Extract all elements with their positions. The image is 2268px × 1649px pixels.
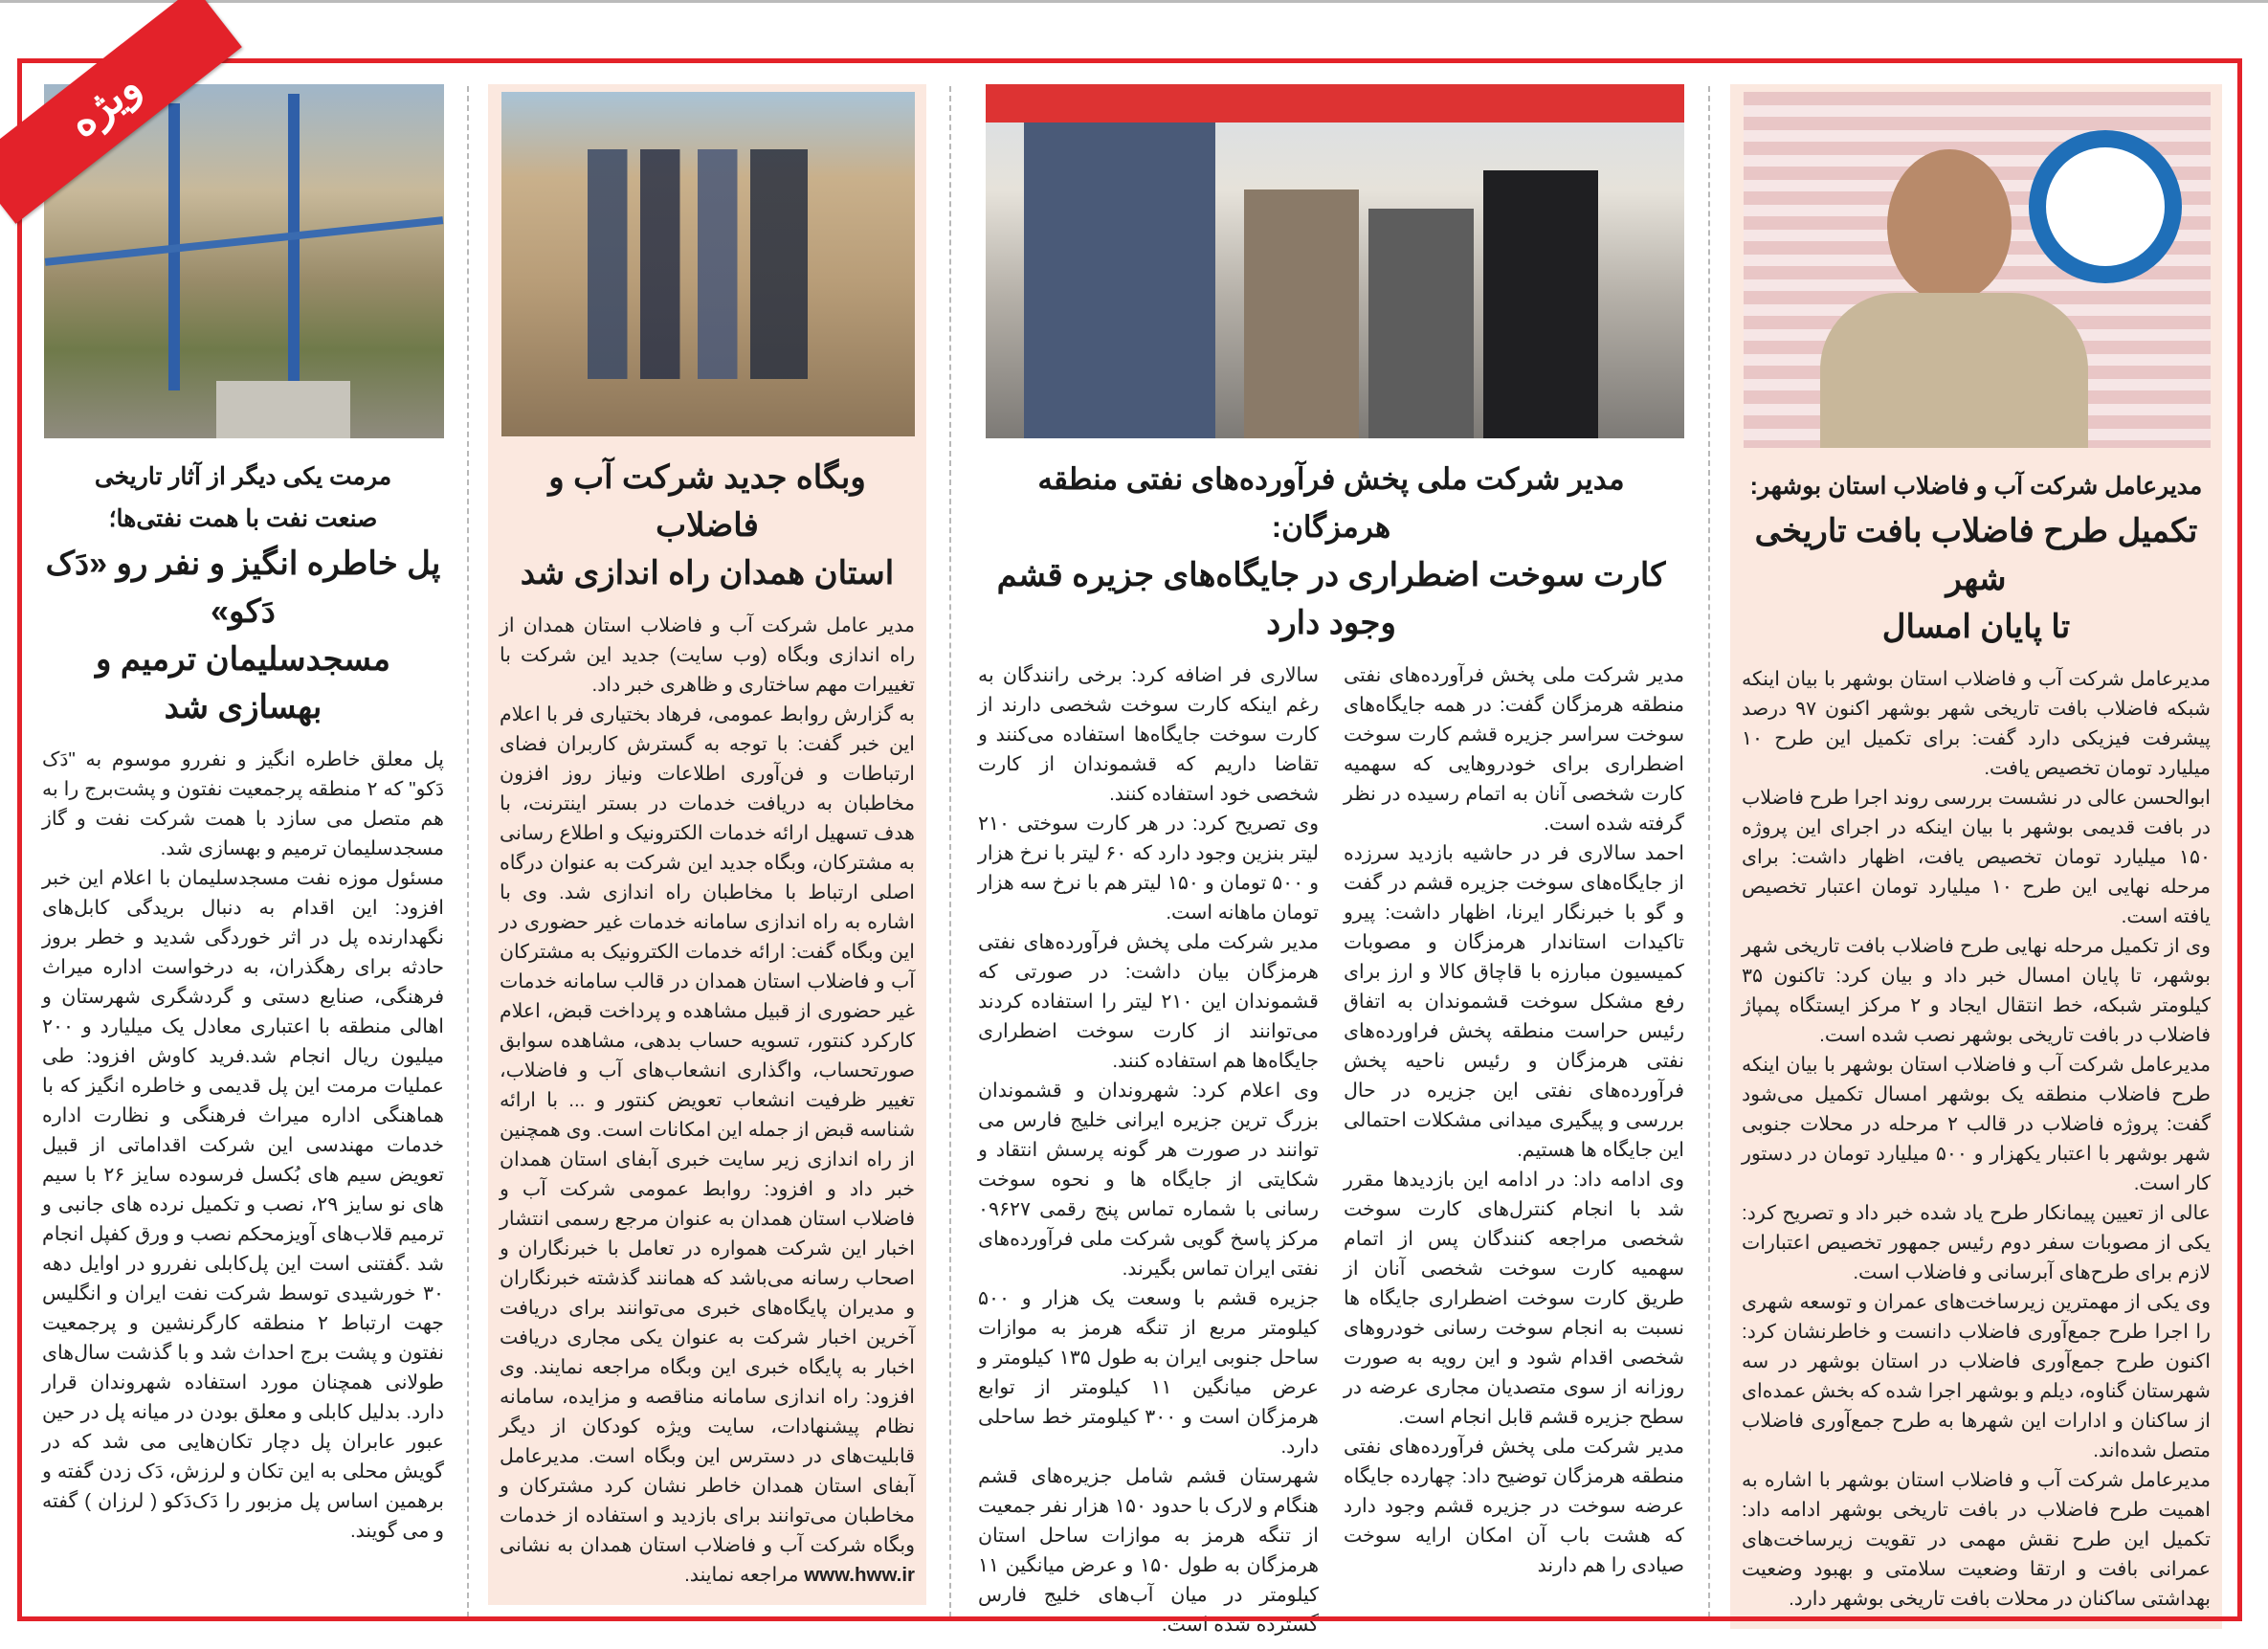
article-kicker: صنعت نفت با همت نفتی‌ها؛ bbox=[108, 505, 378, 532]
paragraph: عالی از تعیین پیمانکار طرح یاد شده خبر داد و تصریح کرد: یکی از مصوبات سفر دوم رئیس جمهور تخصیص اعتبارات لازم برای طرح‌های آبرسانی و فاضلاب است. bbox=[1742, 1202, 2211, 1283]
paragraph: پل معلق خاطره انگیز و نفررو موسوم به "دَک دَکو" که ۲ منطقه پرجمعیت نفتون و پشت‌برج را به هم متصل می سازد با همت شرکت نفت و گاز مسجدسلیمان ترمیم و بهسازی شد. bbox=[42, 748, 444, 859]
column-divider bbox=[467, 86, 469, 1617]
paragraph: مدیر شرکت ملی پخش فرآورده‌های نفتی منطقه هرمزگان توضیح داد: چهارده جایگاه عرضه سوخت در جزیره قشم وجود دارد که هشت باب آن امکان ارایه سوخت صیادی را هم دارند bbox=[1344, 1436, 1684, 1576]
fuel-station-photo bbox=[986, 84, 1684, 438]
paragraph: جزیره قشم با وسعت یک هزار و ۵۰۰ کیلومتر مربع از تنگه هرمز به موازات ساحل جنوبی ایران به طول ۱۳۵ کیلومتر و عرض میانگین ۱۱ کیلومتر از توابع هرمزگان است و ۳۰۰ کیلومتر خط ساحلی دارد. bbox=[978, 1287, 1320, 1458]
article-headline: تا پایان امسال bbox=[1881, 609, 2071, 645]
site-visit-photo bbox=[501, 92, 915, 436]
article-headline: پل خاطره انگیز و نفر رو «دَک دَکو» bbox=[45, 546, 441, 630]
paragraph-tail: مراجعه نمایند. bbox=[684, 1564, 799, 1586]
paragraph: مدیرعامل شرکت آب و فاضلاب استان بوشهر با بیان اینکه طرح فاضلاب منطقه یک بوشهر امسال تکمیل می‌شود گفت: پروژه فاضلاب در قالب ۲ مرحله در محلات جنوبی شهر بوشهر با اعتبار یکهزار و ۵۰۰ میلیارد تومان در دستور کار است. bbox=[1742, 1054, 2211, 1194]
paragraph: مسئول موزه نفت مسجدسلیمان با اعلام این خبر افزود: این اقدام به دنبال بریدگی کابل‌های نگهدارنده پل در اثر خوردگی شدید و خطر بروز حادثه برای رهگذران، به درخواست اداره میراث فرهنگی، صنایع دستی و گردشگری شهرستان و اهالی منطقه با اعتباری معادل یک میلیارد و ۲۰۰ میلیون ریال انجام شد.فرید کاوش افزود: طی عملیات مرمت این پل قدیمی و خاطره انگیز که با هماهنگی اداره میراث فرهنگی و نظارت اداره خدمات مهندسی این شرکت اقداماتی از قبیل تعویض سیم های بُکسل فرسوده سایز ۲۶ با سیم های نو سایز ۲۹، نصب و تکمیل نرده های جانبی و ترمیم قلاب‌های آویزمحکم نصب و ورق کفپل انجام شد .گفتنی است این پل‌کابلی نفررو در اوایل دهه ۳۰ خورشیدی توسط شرکت نفت ایران و انگلیس جهت ارتباط ۲ منطقه کارگرنشین و پرجمعیت نفتون و پشت برج احداث شد و با گذشت سال‌های طولانی همچنان مورد استفاده شهروندان قرار دارد. بدلیل کابلی و معلق بودن در میانه پل در حین عبور عابران پل دچار تکان‌هایی می شد که در گویش محلی به این تکان و لرزش، دَک زدن گفته و برهمین اساس پل مزبور را دَک‌دَکو ( لرزان ) گفته و می گویند. bbox=[42, 867, 444, 1542]
paragraph: مدیر شرکت ملی پخش فرآورده‌های نفتی منطقه هرمزگان گفت: در همه جایگاه‌های سوخت سراسر جزیره قشم کارت سوخت اضطراری برای خودروهایی که سهمیه کارت شخصی آنان به اتمام رسیده در نظر گرفته شده است. bbox=[1344, 664, 1684, 835]
paragraph: وی ادامه داد: در ادامه این بازدیدها مقرر شد با انجام کنترل‌های کارت سوخت شخصی مراجعه کنندگان پس از اتمام سهمیه کارت سوخت شخصی آنان از طریق کارت سوخت اضطراری جایگاه ها نسبت به انجام سوخت رسانی خودروهای شخصی اقدام شود و این رویه به صورت روزانه از سوی متصدیان مجاری عرضه در سطح جزیره قشم قابل انجام است. bbox=[1344, 1169, 1684, 1428]
column-divider bbox=[1708, 86, 1710, 1617]
article-headline: تکمیل طرح فاضلاب بافت تاریخی شهر bbox=[1754, 513, 2198, 597]
website-link[interactable]: www.hww.ir bbox=[804, 1564, 915, 1586]
article-headline: کارت سوخت اضطراری در جایگاه‌های جزیره قشم وجود دارد bbox=[996, 557, 1666, 641]
paragraph: وی تصریح کرد: در هر کارت سوختی ۲۱۰ لیتر بنزین وجود دارد که ۶۰ لیتر با نرخ هزار و ۵۰۰ تومان و ۱۵۰ لیتر هم با نرخ سه هزار تومان ماهانه است. bbox=[978, 813, 1319, 924]
paragraph: ابوالحسن عالی در نشست بررسی روند اجرا طرح فاضلاب در بافت قدیمی بوشهر با بیان اینکه در اجرای این پروژه ۱۵۰ میلیارد تومان تخصیص یافت، اظهار داشت: برای مرحله نهایی این طرح ۱۰ میلیارد تومان اعتبار تخصیص یافته است. bbox=[1742, 787, 2211, 927]
paragraph: سالاری فر اضافه کرد: برخی رانندگان به رغم اینکه کارت سوخت شخصی دارند از کارت سوخت جایگاه‌ها استفاده می‌کنند و تقاضا داریم که قشموندان از کارت شخصی خود استفاده کنند. bbox=[978, 664, 1319, 805]
article-kicker: مرمت یکی دیگر از آثار تاریخی bbox=[94, 463, 392, 490]
special-badge: ویژه bbox=[0, 0, 242, 224]
article-body-right bbox=[1344, 660, 1684, 1639]
paragraph: مدیر عامل شرکت آب و فاضلاب استان همدان از راه اندازی وبگاه (وب سایت) جدید این شرکت با تغییرات مهم ساختاری و ظاهری خبر داد. bbox=[500, 614, 915, 696]
paragraph: وی یکی از مهمترین زیرساخت‌های عمران و توسعه شهری را اجرا طرح جمع‌آوری فاضلاب دانست و خاطرنشان کرد: اکنون طرح جمع‌آوری فاضلاب در استان بوشهر در سه شهرستان گناوه، دیلم و بوشهر اجرا شده که بخش عمده‌ای از ساکنان و ادارات این شهرها به طرح جمع‌آوری فاضلاب متصل شده‌اند. bbox=[1742, 1291, 2211, 1461]
article-body bbox=[500, 611, 915, 1590]
article-headline: وبگاه جدید شرکت آب و فاضلاب bbox=[548, 459, 866, 544]
paragraph: احمد سالاری فر در حاشیه بازدید سرزده از جایگاه‌های سوخت جزیره قشم در گفت و گو با خبرنگار ایرنا، اظهار داشت: پیرو تاکیدات استاندار هرمزگان و مصوبات کمیسیون مبارزه با قاچاق کالا و ارز برای رفع مشکل سوخت قشموندان به اتفاق رئیس حراست منطقه پخش فراورده‌های نفتی هرمزگان و رئیس ناحیه پخش فرآورده‌های نفتی این جزیره در حال بررسی و پیگیری میدانی مشکلات احتمالی این جایگاه ها هستیم. bbox=[1344, 842, 1684, 1161]
article-body bbox=[42, 745, 444, 1546]
article-bushehr bbox=[1730, 84, 2222, 1629]
paragraph: مدیرعامل شرکت آب و فاضلاب استان بوشهر با بیان اینکه شبکه فاضلاب بافت تاریخی شهر بوشهر اکنون ۹۷ درصد پیشرفت فیزیکی دارد گفت: برای تکمیل این طرح ۱۰ میلیارد تومان تخصیص یافت. bbox=[1742, 668, 2211, 779]
paragraph: مدیر شرکت ملی پخش فرآورده‌های نفتی هرمزگان بیان داشت: در صورتی که قشموندان این ۲۱۰ لیتر را استفاده کردند می‌توانند از کارت سوخت اضطراری جایگاه‌ها هم استفاده کنند. bbox=[978, 931, 1319, 1072]
paragraph: شهرستان قشم شامل جزیره‌های قشم هنگام و لارک با حدود ۱۵۰ هزار نفر جمعیت از تنگه هرمز به موازات ساحل استان هرمزگان به طول ۱۵۰ و عرض میانگین ۱۱ کیلومتر در میان آب‌های خلیج فارس گسترده شده است. bbox=[978, 1465, 1319, 1636]
paragraph: وی اعلام کرد: شهروندان و قشموندان بزرگ ترین جزیره ایرانی خلیج فارس می توانند در صورت هر گونه پرسش انتقاد و شکایتی از جایگاه ها و نحوه سوخت رسانی با شماره تماس پنج رقمی ۰۹۶۲۷ مرکز پاسخ گویی شرکت ملی فرآورده‌های نفتی ایران تماس بگیرند. bbox=[978, 1080, 1319, 1280]
article-hamedan bbox=[488, 84, 926, 1605]
article-hormozgan bbox=[978, 84, 1684, 1639]
article-body-left bbox=[978, 660, 1319, 1639]
page-top-rule bbox=[0, 0, 2268, 3]
article-kicker: مدیر شرکت ملی پخش فرآورده‌های نفتی منطقه هرمزگان: bbox=[1037, 462, 1625, 544]
article-bridge bbox=[42, 84, 444, 1546]
ceo-portrait-photo bbox=[1744, 92, 2211, 448]
article-body bbox=[1742, 664, 2211, 1614]
paragraph: وی از تکمیل مرحله نهایی طرح فاضلاب بافت تاریخی شهر بوشهر، تا پایان امسال خبر داد و بیان کرد: تاکنون ۳۵ کیلومتر شبکه، خط انتقال ایجاد و ۲ مرکز ایستگاه پمپاژ فاضلاب در بافت تاریخی بوشهر نصب شده است. bbox=[1742, 935, 2211, 1046]
paragraph: به گزارش روابط عمومی، فرهاد بختیاری فر با اعلام این خبر گفت: با توجه به گسترش کاربران فضای ارتباطات و فن‌آوری اطلاعات ونیاز روز افزون مخاطبان به دریافت خدمات در بستر اینترنت، با هدف تسهیل ارائه خدمات الکترونیک و اطلاع رسانی به مشترکان، وبگاه جدید این شرکت به عنوان درگاه اصلی ارتباط با مخاطبان راه اندازی شد. وی با اشاره به راه اندازی سامانه خدمات غیر حضوری در این وبگاه گفت: ارائه خدمات الکترونیک به مشترکان آب و فاضلاب استان همدان در قالب سامانه خدمات غیر حضوری از قبیل مشاهده و پرداخت قبض، اعلام کارکرد کنتور، تسویه حساب بدهی، مشاهده سوابق صورتحساب، واگذاری انشعاب‌های آب و فاضلاب، تغییر ظرفیت انشعاب تعویض کنتور و ... با ارائه شناسه قبض از جمله این امکانات است. وی همچنین از راه اندازی زیر سایت خبری آبفای استان همدان خبر داد و افزود: روابط عمومی شرکت آب و فاضلاب استان همدان به عنوان مرجع رسمی انتشار اخبار این شرکت همواره در تعامل با خبرنگاران و اصحاب رسانه می‌باشد که همانند گذشته خبرنگاران و مدیران پایگاه‌های خبری می‌توانند برای دریافت آخرین اخبار شرکت به عنوان یکی مجاری دریافت اخبار به پایگاه خبری این وبگاه مراجعه نمایند. وی افزود: راه اندازی سامانه مناقصه و مزایده، سامانه نظام پیشنهادات، سایت ویژه کودکان از دیگر قابلیت‌های در دسترس این وبگاه است. مدیرعامل آبفای استان همدان خاطر نشان کرد مشترکان و مخاطبان می‌توانند برای بازدید و استفاده از خدمات وبگاه شرکت آب و فاضلاب استان همدان به نشانی bbox=[500, 703, 915, 1556]
article-headline: استان همدان راه اندازی شد bbox=[520, 555, 895, 591]
paragraph: مدیرعامل شرکت آب و فاضلاب استان بوشهر با اشاره به اهمیت طرح فاضلاب در بافت تاریخی بوشهر ادامه داد: تکمیل این طرح نقش مهمی در تقویت زیرساخت‌های عمرانی بافت و ارتقا وضعیت سلامتی و بهبود وضعیت بهداشتی ساکنان در محلات بافت تاریخی بوشهر دارد. bbox=[1742, 1469, 2211, 1610]
article-headline: مسجدسلیمان ترمیم و بهسازی شد bbox=[96, 641, 390, 725]
column-divider bbox=[949, 86, 951, 1617]
article-kicker: مدیرعامل شرکت آب و فاضلاب استان بوشهر: bbox=[1749, 473, 2203, 500]
